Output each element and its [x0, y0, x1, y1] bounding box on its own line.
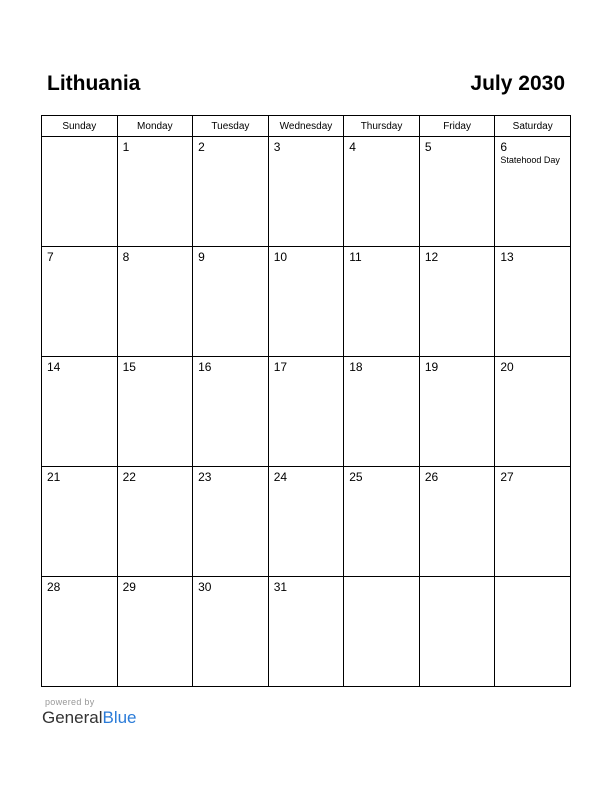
day-cell — [193, 357, 269, 467]
day-number: 1 — [122, 140, 130, 154]
day-cell — [117, 577, 193, 687]
day-cell — [495, 467, 571, 577]
day-number: 13 — [500, 250, 514, 264]
day-number: 10 — [273, 250, 288, 264]
day-cell — [193, 467, 269, 577]
day-cell — [193, 577, 269, 687]
calendar-grid — [41, 115, 571, 687]
day-number: 14 — [47, 360, 61, 374]
day-cell — [42, 357, 118, 467]
month-year-title: July 2030 — [470, 72, 565, 95]
day-cell — [268, 467, 344, 577]
day-cell — [344, 577, 420, 687]
day-cell — [419, 247, 495, 357]
day-number: 30 — [198, 580, 212, 594]
day-number: 15 — [122, 360, 136, 374]
day-number — [344, 577, 419, 580]
day-number: 2 — [198, 140, 205, 154]
day-number: 4 — [349, 140, 356, 154]
day-cell — [42, 577, 118, 687]
day-cell — [344, 357, 420, 467]
weekday-header-row — [42, 116, 571, 137]
day-number: 5 — [424, 140, 432, 154]
brand-general-text: General — [42, 708, 103, 727]
weekday-tuesday: Tuesday — [193, 116, 269, 137]
day-cell — [419, 137, 495, 247]
day-cell — [193, 247, 269, 357]
day-number: 9 — [198, 250, 205, 264]
week-row-1 — [42, 137, 571, 247]
day-number — [42, 137, 117, 140]
day-cell — [117, 247, 193, 357]
day-number: 26 — [424, 470, 439, 484]
country-title: Lithuania — [47, 72, 141, 95]
day-cell — [419, 357, 495, 467]
day-cell — [42, 247, 118, 357]
day-cell — [268, 577, 344, 687]
day-cell — [193, 137, 269, 247]
day-cell — [344, 467, 420, 577]
day-number: 12 — [424, 250, 439, 264]
day-cell — [42, 137, 118, 247]
day-cell — [117, 357, 193, 467]
day-number: 16 — [198, 360, 212, 374]
day-cell — [419, 467, 495, 577]
week-row-3 — [42, 357, 571, 467]
day-number: 6 — [500, 140, 508, 154]
day-number: 22 — [122, 470, 136, 484]
day-number: 3 — [273, 140, 281, 154]
day-number: 19 — [424, 360, 439, 374]
day-number: 7 — [47, 250, 54, 264]
day-number: 27 — [500, 470, 514, 484]
weekday-sunday: Sunday — [42, 116, 118, 137]
day-cell — [268, 247, 344, 357]
weekday-monday: Monday — [117, 116, 193, 137]
brand-blue-text: Blue — [102, 708, 137, 727]
day-number: 11 — [349, 250, 362, 264]
day-number: 31 — [273, 580, 288, 594]
day-cell — [344, 137, 420, 247]
day-number: 21 — [47, 470, 61, 484]
week-row-4 — [42, 467, 571, 577]
day-cell — [495, 577, 571, 687]
day-number: 28 — [47, 580, 61, 594]
powered-by-label: powered by — [45, 697, 95, 707]
day-number — [495, 577, 570, 580]
generalblue-logo[interactable] — [42, 708, 137, 728]
day-number: 17 — [273, 360, 288, 374]
day-number — [420, 577, 495, 580]
day-cell — [268, 357, 344, 467]
day-cell — [495, 247, 571, 357]
weekday-saturday: Saturday — [495, 116, 571, 137]
weekday-friday: Friday — [419, 116, 495, 137]
day-cell — [419, 577, 495, 687]
weekday-wednesday: Wednesday — [268, 116, 344, 137]
day-cell — [117, 467, 193, 577]
day-cell — [42, 467, 118, 577]
day-number: 8 — [122, 250, 130, 264]
weekday-thursday: Thursday — [344, 116, 420, 137]
day-number: 20 — [500, 360, 514, 374]
day-cell — [495, 357, 571, 467]
day-number: 25 — [349, 470, 363, 484]
day-cell — [268, 137, 344, 247]
day-cell — [495, 137, 571, 247]
day-number: 23 — [198, 470, 212, 484]
day-cell — [117, 137, 193, 247]
holiday-label: Statehood Day — [500, 155, 560, 165]
day-number: 18 — [349, 360, 363, 374]
week-row-5 — [42, 577, 571, 687]
week-row-2 — [42, 247, 571, 357]
day-number: 29 — [122, 580, 136, 594]
day-cell — [344, 247, 420, 357]
day-number: 24 — [273, 470, 288, 484]
